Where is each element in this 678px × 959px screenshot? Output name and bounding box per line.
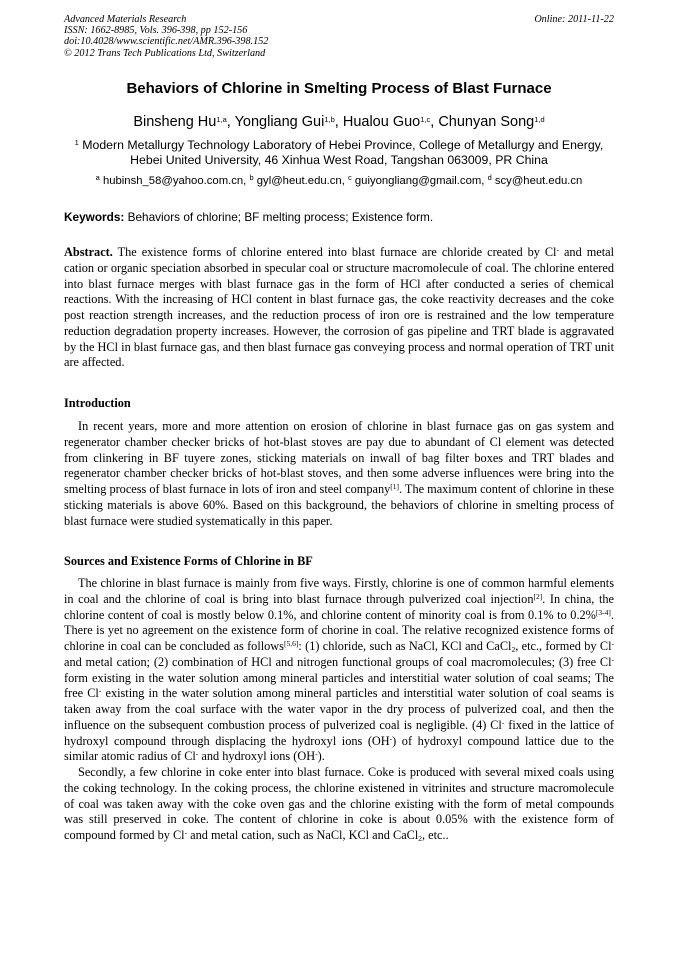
paragraph-text: existing in the water solution among mineral particles and interstitial water solution of coal seams is taken away from the coal surface with the water vapor in the dry process of pulverized coal, and then the influence on the subsequent combustion process of pulverized coal is negligible. (4) Cl bbox=[64, 686, 614, 732]
author-name: Chunyan Song bbox=[438, 114, 535, 130]
paragraph-text: , etc., formed by Cl bbox=[515, 639, 612, 653]
author-superscript: 1,d bbox=[534, 115, 545, 124]
paragraph-text: fixed in the lattice of hydroxyl compound through displacing the hydroxyl ions (OH bbox=[64, 717, 614, 748]
sources-body bbox=[64, 576, 614, 844]
paragraph-text: The chlorine in blast furnace is mainly from five ways. Firstly, chlorine is one of common harmful elements in coal and the chlorine of coal is bring into blast furnace through pulverized coal injection bbox=[64, 576, 614, 606]
keywords-text: Behaviors of chlorine; BF melting process; Existence form. bbox=[127, 210, 434, 224]
author-name: Binsheng Hu bbox=[133, 114, 217, 130]
email-superscript: a bbox=[95, 173, 100, 182]
paragraph bbox=[64, 576, 614, 765]
citation[interactable]: [1] bbox=[390, 482, 399, 491]
abstract-text: The existence forms of chlorine entered into blast furnace are chloride created by Cl bbox=[117, 245, 557, 259]
copyright-line: © 2012 Trans Tech Publications Ltd, Switzerland bbox=[64, 47, 266, 59]
email-superscript: c bbox=[348, 173, 352, 182]
paragraph-text: ). bbox=[317, 749, 325, 764]
email-list bbox=[64, 175, 614, 187]
superscript: - bbox=[611, 639, 614, 648]
email-superscript: d bbox=[487, 173, 492, 182]
superscript: - bbox=[556, 245, 559, 254]
paragraph-text: ) of hydroxyl compound lattice due to the similar atomic radius of Cl bbox=[64, 733, 614, 764]
paragraph-text: . In china, the chlorine content of coal is mostly below 0.1%, and chlorine content of minority coal is from 0.1% to 0.2% bbox=[64, 591, 614, 622]
journal-name: Advanced Materials Research bbox=[64, 14, 187, 25]
paragraph-text: form existing in the water solution among mineral particles and interstitial water solution of coal seams; The free Cl bbox=[64, 670, 614, 701]
abstract-text: and metal cation or organic speciation absorbed in specular coal or structure macromolecule of coal. The chlorine entered into blast furnace merges with blast furnace gas in the form of HCl after conducted a series of chemical reactions. With the increasing of HCl content in blast furnace gas, the coke reactivity decreases and the coke post reaction strength increases, and the reduction process of iron ore is restrained and the low temperature reduction degradation property increases. However, the corrosion of gas pipeline and TRT blade is aggravated by the HCl in blast furnace gas, and then blast furnace gas conveying process and normal operation of TRT unit are affected. bbox=[64, 245, 615, 370]
author-name: Yongliang Gui bbox=[234, 114, 325, 130]
author-list: Binsheng Hu$^{1,a}$, Yongliang Gui$^{1,b}$, Hualou Guo$^{1,c}$, Chunyan Song$^{1,d}$ bbox=[133, 114, 545, 130]
paragraph-text: and metal cation; (2) combination of HCl and nitrogen functional groups of coal macromolecules; (3) free Cl bbox=[64, 654, 612, 669]
paragraph-text: In recent years, more and more attention on erosion of chlorine in blast furnace gas on gas system and regenerator chamber checker bricks of hot-blast stoves are pay due to abundant of Cl element was detected from clinkering in BF tuyere zones, sticking materials on inwall of bag filter boxes and TRT blades and regenerator chamber checker bricks of hot-blast stoves, and then some adverse influences were bring into the smelting process of blast furnace in lots of iron and steel company bbox=[64, 419, 614, 496]
paragraph-text: . There is yet no agreement on the existence form of chorine in coal. The relative recognized existence forms of chlorine in coal can be concluded as follows bbox=[64, 607, 614, 653]
email-link[interactable]: scy@heut.edu.cn bbox=[494, 175, 583, 187]
citation[interactable]: [2] bbox=[533, 591, 543, 601]
affiliation bbox=[64, 138, 614, 168]
superscript: - bbox=[184, 828, 188, 837]
citation[interactable]: [5,6] bbox=[283, 639, 299, 648]
citation[interactable]: [3-4] bbox=[595, 607, 611, 617]
superscript: - bbox=[389, 733, 393, 743]
author-name: Hualou Guo bbox=[342, 114, 421, 130]
section-heading-sources: Sources and Existence Forms of Chlorine in BF bbox=[64, 554, 313, 568]
section-heading-introduction: Introduction bbox=[64, 396, 131, 410]
affiliation-line-1: Modern Metallurgy Technology Laboratory of Hebei Province, College of Metallurgy and Energy, bbox=[82, 138, 604, 152]
doi-line: doi:10.4028/www.scientific.net/AMR.396-398.152 bbox=[64, 36, 269, 48]
affiliation-superscript: 1 bbox=[74, 138, 79, 147]
subscript: 2 bbox=[511, 645, 516, 654]
email-link[interactable]: gyl@heut.edu.cn, bbox=[256, 175, 345, 187]
journal-header bbox=[64, 14, 268, 59]
paragraph-text: and metal cation, such as NaCl, KCl and CaCl bbox=[190, 828, 419, 842]
paragraph bbox=[64, 765, 614, 844]
paragraph-text: , etc.. bbox=[422, 828, 449, 842]
paragraph-text: . The maximum content of chlorine in these sticking materials is above 60%. Based on this background, the behaviors of chlorine in smelting process of blast furnace were studied systematically in this paper. bbox=[64, 482, 614, 528]
author-superscript: 1,b bbox=[324, 115, 335, 124]
introduction-body bbox=[64, 419, 614, 529]
keywords bbox=[64, 210, 614, 224]
email-link[interactable]: hubinsh_58@yahoo.com.cn, bbox=[102, 175, 247, 187]
superscript: - bbox=[501, 717, 505, 727]
issn-line: ISSN: 1662-8985, Vols. 396-398, pp 152-156 bbox=[64, 25, 248, 37]
email-link[interactable]: guiyongliang@gmail.com, bbox=[354, 175, 485, 187]
author-superscript: 1,a bbox=[216, 115, 227, 124]
paragraph-text: Secondly, a few chlorine in coke enter into blast furnace. Coke is produced with several mixed coals using the coking technology. In the coking process, the chlorine existened in vitrinites and structure macromolecule of coal was taken away with the coke oven gas and the chlorine existing with the form of metal compounds was still preserved in coke. The content of chlorine in coke is about 0.05% with the existence form of compound formed by Cl bbox=[64, 765, 614, 842]
author-superscript: 1,c bbox=[420, 115, 431, 124]
paper-title: Behaviors of Chlorine in Smelting Process of Blast Furnace bbox=[126, 80, 552, 97]
superscript: - bbox=[195, 749, 199, 759]
superscript: - bbox=[611, 654, 614, 664]
paragraph-text: and hydroxyl ions (OH bbox=[201, 749, 316, 764]
paragraph-text: : (1) chloride, such as NaCl, KCl and CaCl bbox=[298, 639, 512, 653]
keywords-label: Keywords: bbox=[64, 210, 125, 224]
superscript: - bbox=[315, 749, 318, 759]
superscript: - bbox=[98, 686, 102, 696]
abstract-label: Abstract. bbox=[64, 245, 113, 259]
affiliation-line-2: Hebei United University, 46 Xinhua West Road, Tangshan 063009, PR China bbox=[130, 153, 548, 167]
online-date: Online: 2011-11-22 bbox=[534, 14, 614, 25]
abstract bbox=[64, 245, 614, 371]
subscript: 2 bbox=[418, 834, 423, 843]
email-superscript: b bbox=[249, 173, 254, 182]
